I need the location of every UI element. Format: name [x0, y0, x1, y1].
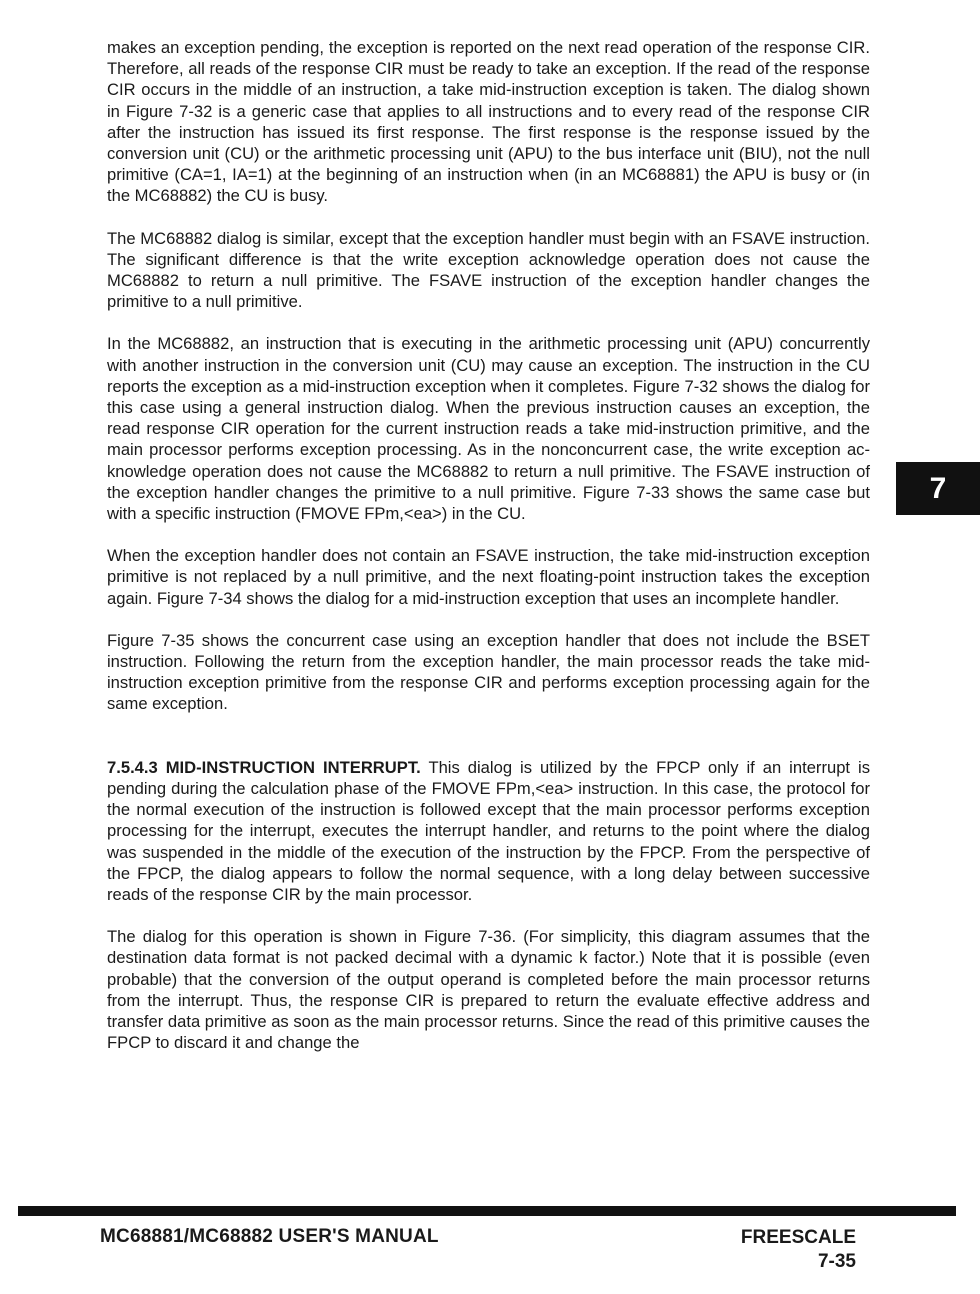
- section-paragraph-1-text: This dialog is utilized by the FPCP only if an interrupt is pending during the calculation phase of the FMOVE FPm,<ea> instruction. In this case, the protocol for the normal execution of the instruction is followed except that the main processor performs exception processing for the interrupt, executes the interrupt handler, and returns to the point where the dialog was suspended in the middle of the execution of the instruction by the FPCP. From the perspective of the FPCP, the dialog appears to follow the normal sequence, with a long delay between successive reads of the response CIR by the main processor.: [107, 757, 871, 904]
- body-paragraph-2: The MC68882 dialog is similar, except that the exception handler must begin with an FSAVE instruction. The significant difference is that the write exception acknowledge operation does not cause the MC68882 to return a null primitive. The FSAVE instruction of the exception handler changes the primitive to a null primitive.: [107, 228, 870, 312]
- footer-manual-title: MC68881/MC68882 USER'S MANUAL: [100, 1226, 439, 1247]
- footer-page-number: 7-35: [817, 1251, 856, 1272]
- footer-rule: [18, 1206, 956, 1216]
- footer-publisher: FREESCALE: [740, 1227, 856, 1248]
- section-paragraph-2: The dialog for this operation is shown in Figure 7-36. (For simplicity, this diagram assumes that the destination data format is not packed decimal with a dynamic k factor.) Note that it is possible (even probable) that the conversion of the output operand is completed before the main processor returns from the interrupt. Thus, the response CIR is prepared to return the evaluate effective address and transfer data primitive as soon as the main processor returns. Since the read of this primitive causes the FPCP to discard it and change the: [107, 927, 870, 1053]
- body-paragraph-5: Figure 7-35 shows the concurrent case using an exception handler that does not include the BSET instruction. Following the return from the exception handler, the main processor reads the take mid-instruction exception primitive from the response CIR and performs exception processing again for the same exception.: [107, 630, 870, 714]
- section-heading: 7.5.4.3 MID-INSTRUCTION INTERRUPT.: [107, 757, 421, 777]
- body-paragraph-1: makes an exception pending, the exception is reported on the next read operation of the response CIR. Therefore, all reads of the response CIR must be ready to take an exception. If the read of the response CIR occurs in the middle of an instruction, a take mid-instruction exception is taken. The dialog shown in Figure 7-32 is a generic case that applies to all instructions and to every read of the response CIR after the instruction has issued its first response. The first response is the response issued by the conversion unit (CU) or the arithmetic processing unit (APU) to the bus interface unit (BIU), not the null primitive (CA=1, IA=1) at the beginning of an instruction when (in an MC68881) the APU is busy or (in the MC68882) the CU is busy.: [107, 38, 870, 206]
- section-paragraph-1: [107, 757, 870, 905]
- body-paragraph-3: In the MC68882, an instruction that is executing in the arithmetic processing unit (APU) concurrently with another instruction in the conversion unit (CU) may cause an exception. The instruction in the CU reports the exception as a mid-instruction exception when it completes. Figure 7-32 shows the dialog for this case using a general instruction dialog. When the previous instruction causes an exception, the read response CIR operation for the current instruction reads a take mid-instruction primitive, and the main processor performs exception processing. As in the nonconcurrent case, the write exception ac-knowledge operation does not cause the MC68882 to return a null primitive. The FSAVE instruction of the exception handler changes the primitive to a null primitive. Figure 7-33 shows the same case but with a specific instruction (FMOVE FPm,<ea>) in the CU.: [107, 334, 870, 524]
- body-paragraph-4: When the exception handler does not contain an FSAVE instruction, the take mid-instruction exception primitive is not replaced by a null primitive, and the next floating-point instruction takes the exception again. Figure 7-34 shows the dialog for a mid-instruction exception that uses an incomplete handler.: [107, 546, 870, 608]
- footer-right: [741, 1226, 856, 1274]
- page-body: [107, 37, 870, 1074]
- chapter-tab: 7: [896, 462, 980, 515]
